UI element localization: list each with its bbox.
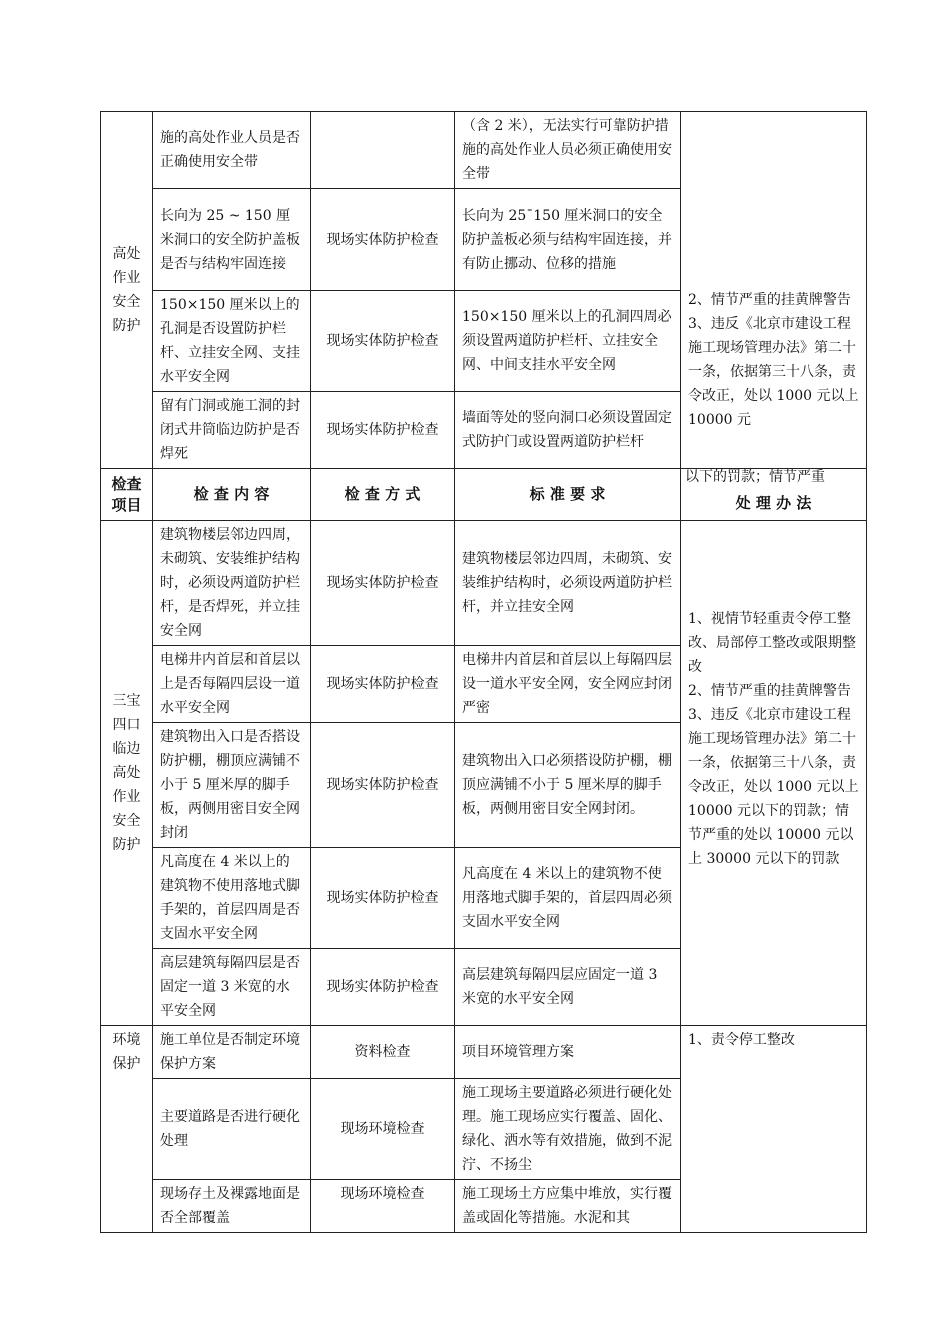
section1-penalty-text: 2、情节严重的挂黄牌警告 3、违反《北京市建设工程施工现场管理办法》第二十一条，依据第三十八条，责令改正，处以 1000 元以上 10000 元	[688, 292, 859, 428]
section3-row1-standard: 项目环境管理方案	[455, 1026, 681, 1079]
table-row	[101, 521, 867, 646]
section2-row4-content: 凡高度在 4 米以上的建筑物不使用落地式脚手架的，首层四周是否支固水平安全网	[153, 848, 311, 949]
inspection-table	[100, 111, 867, 1233]
header-method: 检 查 方 式	[311, 469, 455, 521]
section3-penalty	[681, 1026, 867, 1233]
header-penalty-label: 处 理 办 法	[735, 494, 812, 512]
section3-item: 环境保护	[101, 1026, 153, 1233]
section1-row1-standard: （含 2 米），无法实行可靠防护措施的高处作业人员必须正确使用安全带	[455, 112, 681, 189]
section2-row5-content: 高层建筑每隔四层是否固定一道 3 米宽的水平安全网	[153, 949, 311, 1026]
header-content: 检 查 内 容	[153, 469, 311, 521]
section3-row1-content: 施工单位是否制定环境保护方案	[153, 1026, 311, 1079]
section2-item: 三宝四口临边高处作业安全防护	[101, 521, 153, 1026]
table-row	[101, 1026, 867, 1079]
table-row	[101, 112, 867, 189]
section2-row3-standard: 建筑物出入口必须搭设防护棚，棚顶应满铺不小于 5 厘米厚的脚手板，两侧用密目安全网封闭。	[455, 723, 681, 848]
header-standard: 标 准 要 求	[455, 469, 681, 521]
section2-row4-method: 现场实体防护检查	[311, 848, 455, 949]
section2-penalty	[681, 521, 867, 1026]
section1-row3-standard: 150×150 厘米以上的孔洞四周必须设置两道防护栏杆、立挂安全网、中间支挂水平安全网	[455, 291, 681, 392]
section1-row2-standard: 长向为 25¯150 厘米洞口的安全防护盖板必须与结构牢固连接，并有防止挪动、位移的措施	[455, 189, 681, 291]
section1-row4-method: 现场实体防护检查	[311, 392, 455, 469]
section1-row2-content: 长向为 25 ~ 150 厘米洞口的安全防护盖板是否与结构牢固连接	[153, 189, 311, 291]
section2-row1-method: 现场实体防护检查	[311, 521, 455, 646]
section2-row1-standard: 建筑物楼层邻边四周，未砌筑、安装维护结构时，必须设两道防护栏杆，并立挂安全网	[455, 521, 681, 646]
section1-row1-content: 施的高处作业人员是否正确使用安全带	[153, 112, 311, 189]
section2-row5-method: 现场实体防护检查	[311, 949, 455, 1026]
section1-row4-content: 留有门洞或施工洞的封闭式井筒临边防护是否焊死	[153, 392, 311, 469]
section2-row3-method: 现场实体防护检查	[311, 723, 455, 848]
penalty-overflow-text: 以下的罚款；情节严重	[685, 469, 825, 485]
section3-row3-content: 现场存土及裸露地面是否全部覆盖	[153, 1180, 311, 1233]
section2-row2-standard: 电梯井内首层和首层以上每隔四层设一道水平安全网，安全网应封闭严密	[455, 646, 681, 723]
table-header-row	[101, 469, 867, 521]
header-item: 检查项目	[101, 469, 153, 521]
section3-row2-standard: 施工现场主要道路必须进行硬化处理。施工现场应实行覆盖、固化、绿化、洒水等有效措施，做到不泥泞、不扬尘	[455, 1079, 681, 1180]
section1-row4-standard: 墙面等处的竖向洞口必须设置固定式防护门或设置两道防护栏杆	[455, 392, 681, 469]
section2-row1-content: 建筑物楼层邻边四周，未砌筑、安装维护结构时，必须设两道防护栏杆，是否焊死，并立挂安全网	[153, 521, 311, 646]
section3-row3-standard: 施工现场土方应集中堆放，实行覆盖或固化等措施。水泥和其	[455, 1180, 681, 1233]
section2-row2-content: 电梯井内首层和首层以上是否每隔四层设一道水平安全网	[153, 646, 311, 723]
section2-row4-standard: 凡高度在 4 米以上的建筑物不使用落地式脚手架的，首层四周必须支固水平安全网	[455, 848, 681, 949]
section3-penalty-text: 1、责令停工整改	[688, 1032, 795, 1048]
section1-row2-method: 现场实体防护检查	[311, 189, 455, 291]
section2-row5-standard: 高层建筑每隔四层应固定一道 3 米宽的水平安全网	[455, 949, 681, 1026]
section3-row2-method: 现场环境检查	[311, 1079, 455, 1180]
header-penalty	[681, 469, 867, 521]
section3-row3-method: 现场环境检查	[311, 1180, 455, 1233]
section1-penalty	[681, 112, 867, 469]
section1-row1-method	[311, 112, 455, 189]
section1-item: 高处作业安全防护	[101, 112, 153, 469]
section1-row3-method: 现场实体防护检查	[311, 291, 455, 392]
section3-row1-method: 资料检查	[311, 1026, 455, 1079]
section1-row3-content: 150×150 厘米以上的孔洞是否设置防护栏杆、立挂安全网、支挂水平安全网	[153, 291, 311, 392]
section3-row2-content: 主要道路是否进行硬化处理	[153, 1079, 311, 1180]
section2-row2-method: 现场实体防护检查	[311, 646, 455, 723]
section2-row3-content: 建筑物出入口是否搭设防护棚，棚顶应满铺不小于 5 厘米厚的脚手板，两侧用密目安全网封闭	[153, 723, 311, 848]
section2-penalty-text: 1、视情节轻重责令停工整改、局部停工整改或限期整改 2、情节严重的挂黄牌警告 3、违反《北京市建设工程施工现场管理办法》第二十一条，依据第三十八条，责令改正，处以 1000 元以上 10000 元以下的罚款；情节严重的处以 10000 元以上 30000 元以下的罚款	[688, 611, 859, 867]
